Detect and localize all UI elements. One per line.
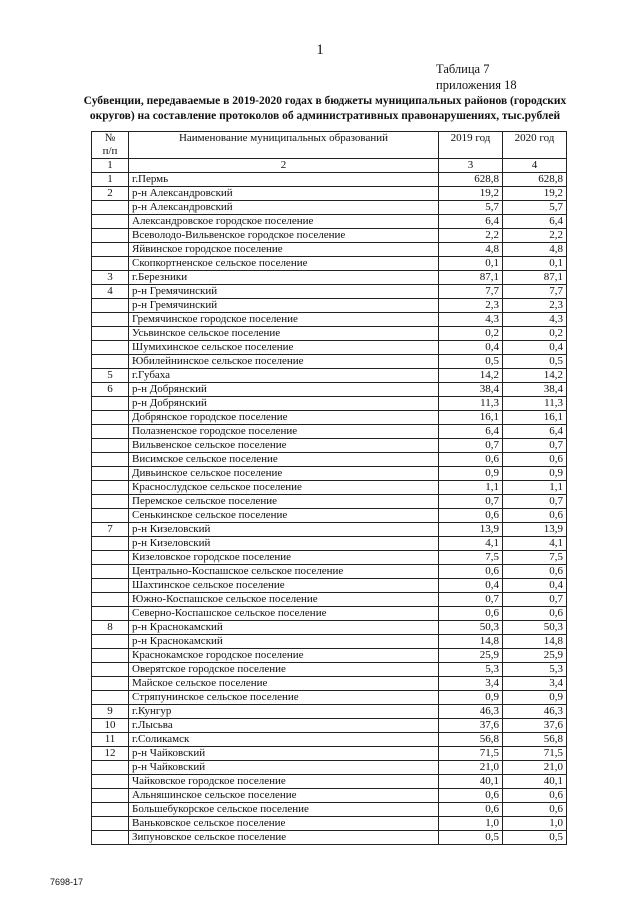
row-number (92, 789, 129, 803)
table-row (92, 355, 567, 369)
table-row (92, 761, 567, 775)
row-name: р-н Александровский (129, 187, 439, 201)
row-number (92, 411, 129, 425)
row-name: Кизеловское городское поселение (129, 551, 439, 565)
row-value-2020: 40,1 (503, 775, 567, 789)
row-value-2020: 0,6 (503, 607, 567, 621)
row-number (92, 439, 129, 453)
table-row (92, 733, 567, 747)
row-value-2019: 3,4 (439, 677, 503, 691)
header-name: Наименование муниципальных образований (129, 132, 439, 159)
row-name: Чайковское городское поселение (129, 775, 439, 789)
row-value-2020: 7,5 (503, 551, 567, 565)
table-row (92, 523, 567, 537)
row-value-2020: 5,3 (503, 663, 567, 677)
row-name: р-н Чайковский (129, 747, 439, 761)
row-value-2020: 37,6 (503, 719, 567, 733)
row-name: Центрально-Коспашское сельское поселение (129, 565, 439, 579)
column-number-row (92, 159, 567, 173)
row-name: р-н Александровский (129, 201, 439, 215)
row-value-2019: 11,3 (439, 397, 503, 411)
row-name: Майское сельское поселение (129, 677, 439, 691)
row-value-2020: 0,5 (503, 355, 567, 369)
table-row (92, 831, 567, 845)
table-row (92, 397, 567, 411)
row-number: 9 (92, 705, 129, 719)
row-value-2019: 37,6 (439, 719, 503, 733)
row-name: Стряпунинское сельское поселение (129, 691, 439, 705)
row-number (92, 635, 129, 649)
row-number: 1 (92, 173, 129, 187)
table-row (92, 775, 567, 789)
row-value-2020: 11,3 (503, 397, 567, 411)
row-number: 11 (92, 733, 129, 747)
header-number-line1: № (104, 132, 116, 144)
row-value-2019: 16,1 (439, 411, 503, 425)
table-row (92, 537, 567, 551)
row-value-2019: 2,2 (439, 229, 503, 243)
row-value-2020: 0,6 (503, 509, 567, 523)
row-name: г.Соликамск (129, 733, 439, 747)
row-value-2020: 4,3 (503, 313, 567, 327)
table-row (92, 299, 567, 313)
row-value-2019: 4,3 (439, 313, 503, 327)
row-value-2020: 0,4 (503, 579, 567, 593)
row-value-2020: 5,7 (503, 201, 567, 215)
table-reference-line1: Таблица 7 (436, 62, 490, 76)
row-number (92, 397, 129, 411)
row-value-2020: 4,1 (503, 537, 567, 551)
row-value-2019: 0,6 (439, 565, 503, 579)
row-value-2020: 0,6 (503, 789, 567, 803)
row-name: Перемское сельское поселение (129, 495, 439, 509)
row-name: Всеволодо-Вильвенское городское поселение (129, 229, 439, 243)
row-value-2019: 14,8 (439, 635, 503, 649)
row-name: р-н Кизеловский (129, 523, 439, 537)
table-row (92, 691, 567, 705)
table-row (92, 747, 567, 761)
table-row (92, 453, 567, 467)
row-value-2019: 0,9 (439, 691, 503, 705)
row-value-2019: 1,0 (439, 817, 503, 831)
table-row (92, 201, 567, 215)
row-number (92, 453, 129, 467)
table-row (92, 509, 567, 523)
row-value-2019: 0,2 (439, 327, 503, 341)
row-value-2019: 4,8 (439, 243, 503, 257)
row-number (92, 565, 129, 579)
row-value-2020: 46,3 (503, 705, 567, 719)
row-number: 3 (92, 271, 129, 285)
row-number (92, 831, 129, 845)
row-number (92, 495, 129, 509)
row-number (92, 481, 129, 495)
row-value-2020: 25,9 (503, 649, 567, 663)
row-name: р-н Гремячинский (129, 285, 439, 299)
row-name: Зипуновское сельское поселение (129, 831, 439, 845)
table-row (92, 411, 567, 425)
row-name: Северно-Коспашское сельское поселение (129, 607, 439, 621)
row-value-2019: 628,8 (439, 173, 503, 187)
table-row (92, 313, 567, 327)
row-name: Шахтинское сельское поселение (129, 579, 439, 593)
table-row (92, 257, 567, 271)
table-row (92, 495, 567, 509)
column-number: 2 (129, 159, 439, 173)
row-value-2020: 2,3 (503, 299, 567, 313)
header-2019: 2019 год (439, 132, 503, 159)
row-number (92, 817, 129, 831)
row-value-2019: 46,3 (439, 705, 503, 719)
row-value-2019: 0,9 (439, 467, 503, 481)
table-row (92, 593, 567, 607)
row-value-2019: 21,0 (439, 761, 503, 775)
table-row (92, 271, 567, 285)
row-number: 7 (92, 523, 129, 537)
row-value-2019: 0,4 (439, 341, 503, 355)
row-value-2019: 0,1 (439, 257, 503, 271)
row-name: Большебукорское сельское поселение (129, 803, 439, 817)
row-value-2020: 0,7 (503, 593, 567, 607)
row-name: Висимское сельское поселение (129, 453, 439, 467)
table-reference-line2: приложения 18 (436, 78, 517, 92)
row-value-2020: 13,9 (503, 523, 567, 537)
row-number (92, 299, 129, 313)
row-value-2020: 0,7 (503, 495, 567, 509)
row-name: г.Пермь (129, 173, 439, 187)
row-value-2020: 2,2 (503, 229, 567, 243)
table-row (92, 229, 567, 243)
row-number (92, 593, 129, 607)
row-value-2020: 87,1 (503, 271, 567, 285)
row-value-2019: 0,5 (439, 355, 503, 369)
row-value-2020: 0,6 (503, 453, 567, 467)
row-value-2019: 0,6 (439, 509, 503, 523)
row-number (92, 677, 129, 691)
row-value-2020: 0,5 (503, 831, 567, 845)
row-number (92, 551, 129, 565)
table-row (92, 327, 567, 341)
row-number (92, 355, 129, 369)
row-value-2020: 71,5 (503, 747, 567, 761)
row-value-2019: 38,4 (439, 383, 503, 397)
row-value-2020: 21,0 (503, 761, 567, 775)
row-value-2019: 7,5 (439, 551, 503, 565)
row-value-2020: 0,9 (503, 467, 567, 481)
row-value-2019: 56,8 (439, 733, 503, 747)
row-value-2020: 7,7 (503, 285, 567, 299)
table-row (92, 663, 567, 677)
row-name: Краснослудское сельское поселение (129, 481, 439, 495)
row-value-2020: 6,4 (503, 215, 567, 229)
table-row (92, 789, 567, 803)
row-value-2019: 0,7 (439, 495, 503, 509)
row-value-2019: 0,7 (439, 593, 503, 607)
row-number: 12 (92, 747, 129, 761)
table-reference (436, 61, 517, 93)
row-number (92, 425, 129, 439)
row-value-2020: 0,7 (503, 439, 567, 453)
row-number: 5 (92, 369, 129, 383)
row-value-2020: 0,2 (503, 327, 567, 341)
document-title: Субвенции, передаваемые в 2019-2020 годах в бюджеты муниципальных районов (городских округов) на составление протоколов об административных правонарушениях, тыс.рублей (83, 95, 567, 122)
table-row (92, 341, 567, 355)
row-number (92, 761, 129, 775)
header-2020: 2020 год (503, 132, 567, 159)
row-value-2019: 0,7 (439, 439, 503, 453)
row-number (92, 327, 129, 341)
row-name: Ваньковское сельское поселение (129, 817, 439, 831)
row-name: Краснокамское городское поселение (129, 649, 439, 663)
row-value-2020: 4,8 (503, 243, 567, 257)
row-value-2019: 0,6 (439, 803, 503, 817)
table-header-row (92, 132, 567, 159)
row-value-2019: 40,1 (439, 775, 503, 789)
table-row (92, 481, 567, 495)
row-value-2020: 38,4 (503, 383, 567, 397)
row-value-2020: 19,2 (503, 187, 567, 201)
table-row (92, 677, 567, 691)
column-number: 4 (503, 159, 567, 173)
row-name: р-н Добрянский (129, 397, 439, 411)
row-number (92, 803, 129, 817)
row-name: Дивьинское сельское поселение (129, 467, 439, 481)
row-name: р-н Кизеловский (129, 537, 439, 551)
row-number (92, 313, 129, 327)
row-value-2020: 56,8 (503, 733, 567, 747)
row-value-2020: 0,4 (503, 341, 567, 355)
row-value-2019: 0,5 (439, 831, 503, 845)
table-row (92, 467, 567, 481)
column-number: 3 (439, 159, 503, 173)
row-value-2019: 25,9 (439, 649, 503, 663)
row-name: Усьвинское сельское поселение (129, 327, 439, 341)
row-value-2020: 1,0 (503, 817, 567, 831)
row-name: Юбилейнинское сельское поселение (129, 355, 439, 369)
row-name: г.Лысьва (129, 719, 439, 733)
table-row (92, 425, 567, 439)
row-number (92, 537, 129, 551)
table-row (92, 551, 567, 565)
row-name: р-н Добрянский (129, 383, 439, 397)
table-row (92, 817, 567, 831)
row-number (92, 775, 129, 789)
row-value-2019: 19,2 (439, 187, 503, 201)
row-name: Александровское городское поселение (129, 215, 439, 229)
row-value-2020: 6,4 (503, 425, 567, 439)
row-value-2019: 14,2 (439, 369, 503, 383)
footer-code: 7698-17 (50, 877, 84, 887)
row-value-2019: 0,6 (439, 789, 503, 803)
table-row (92, 719, 567, 733)
row-value-2019: 5,7 (439, 201, 503, 215)
row-number (92, 467, 129, 481)
table-row (92, 607, 567, 621)
row-value-2019: 1,1 (439, 481, 503, 495)
row-name: г.Губаха (129, 369, 439, 383)
table-row (92, 705, 567, 719)
row-number (92, 649, 129, 663)
row-value-2020: 1,1 (503, 481, 567, 495)
row-value-2020: 50,3 (503, 621, 567, 635)
row-value-2019: 0,6 (439, 453, 503, 467)
row-value-2020: 0,9 (503, 691, 567, 705)
column-number: 1 (92, 159, 129, 173)
table-row (92, 383, 567, 397)
row-number: 6 (92, 383, 129, 397)
row-number (92, 579, 129, 593)
row-name: Добрянское городское поселение (129, 411, 439, 425)
row-number (92, 607, 129, 621)
page-number: 1 (316, 42, 324, 58)
row-name: Яйвинское городское поселение (129, 243, 439, 257)
row-name: Оверятское городское поселение (129, 663, 439, 677)
table-row (92, 635, 567, 649)
row-value-2019: 87,1 (439, 271, 503, 285)
row-name: Сенькинское сельское поселение (129, 509, 439, 523)
row-name: г.Кунгур (129, 705, 439, 719)
row-number (92, 215, 129, 229)
row-number: 2 (92, 187, 129, 201)
subventions-table (91, 131, 567, 845)
table-row (92, 243, 567, 257)
table-row (92, 173, 567, 187)
row-name: Гремячинское городское поселение (129, 313, 439, 327)
row-value-2019: 2,3 (439, 299, 503, 313)
row-value-2020: 14,2 (503, 369, 567, 383)
row-number (92, 201, 129, 215)
row-value-2019: 7,7 (439, 285, 503, 299)
row-name: р-н Гремячинский (129, 299, 439, 313)
table-row (92, 649, 567, 663)
row-name: р-н Чайковский (129, 761, 439, 775)
table-row (92, 285, 567, 299)
table-row (92, 439, 567, 453)
row-name: Шумихинское сельское поселение (129, 341, 439, 355)
row-value-2019: 5,3 (439, 663, 503, 677)
row-number: 4 (92, 285, 129, 299)
row-number (92, 229, 129, 243)
row-value-2020: 3,4 (503, 677, 567, 691)
table-row (92, 621, 567, 635)
row-name: Альняшинское сельское поселение (129, 789, 439, 803)
row-number (92, 509, 129, 523)
row-value-2019: 0,4 (439, 579, 503, 593)
row-name: Скопкортненское сельское поселение (129, 257, 439, 271)
row-name: Южно-Коспашское сельское поселение (129, 593, 439, 607)
row-number (92, 257, 129, 271)
row-value-2020: 0,6 (503, 803, 567, 817)
row-name: Полазненское городское поселение (129, 425, 439, 439)
row-value-2019: 13,9 (439, 523, 503, 537)
row-value-2020: 0,6 (503, 565, 567, 579)
row-value-2020: 16,1 (503, 411, 567, 425)
table-row (92, 803, 567, 817)
row-value-2019: 0,6 (439, 607, 503, 621)
header-number-line2: п/п (102, 145, 118, 157)
row-name: р-н Краснокамский (129, 621, 439, 635)
row-value-2020: 628,8 (503, 173, 567, 187)
header-number (92, 132, 129, 159)
row-name: г.Березники (129, 271, 439, 285)
table-row (92, 565, 567, 579)
row-number (92, 691, 129, 705)
table-row (92, 187, 567, 201)
row-name: р-н Краснокамский (129, 635, 439, 649)
row-number (92, 663, 129, 677)
row-number (92, 243, 129, 257)
table-row (92, 369, 567, 383)
row-number: 8 (92, 621, 129, 635)
table-row (92, 215, 567, 229)
table-row (92, 579, 567, 593)
row-value-2020: 0,1 (503, 257, 567, 271)
row-value-2019: 4,1 (439, 537, 503, 551)
row-name: Вильвенское сельское поселение (129, 439, 439, 453)
row-value-2020: 14,8 (503, 635, 567, 649)
row-number (92, 341, 129, 355)
row-value-2019: 71,5 (439, 747, 503, 761)
row-number: 10 (92, 719, 129, 733)
row-value-2019: 6,4 (439, 425, 503, 439)
row-value-2019: 6,4 (439, 215, 503, 229)
row-value-2019: 50,3 (439, 621, 503, 635)
